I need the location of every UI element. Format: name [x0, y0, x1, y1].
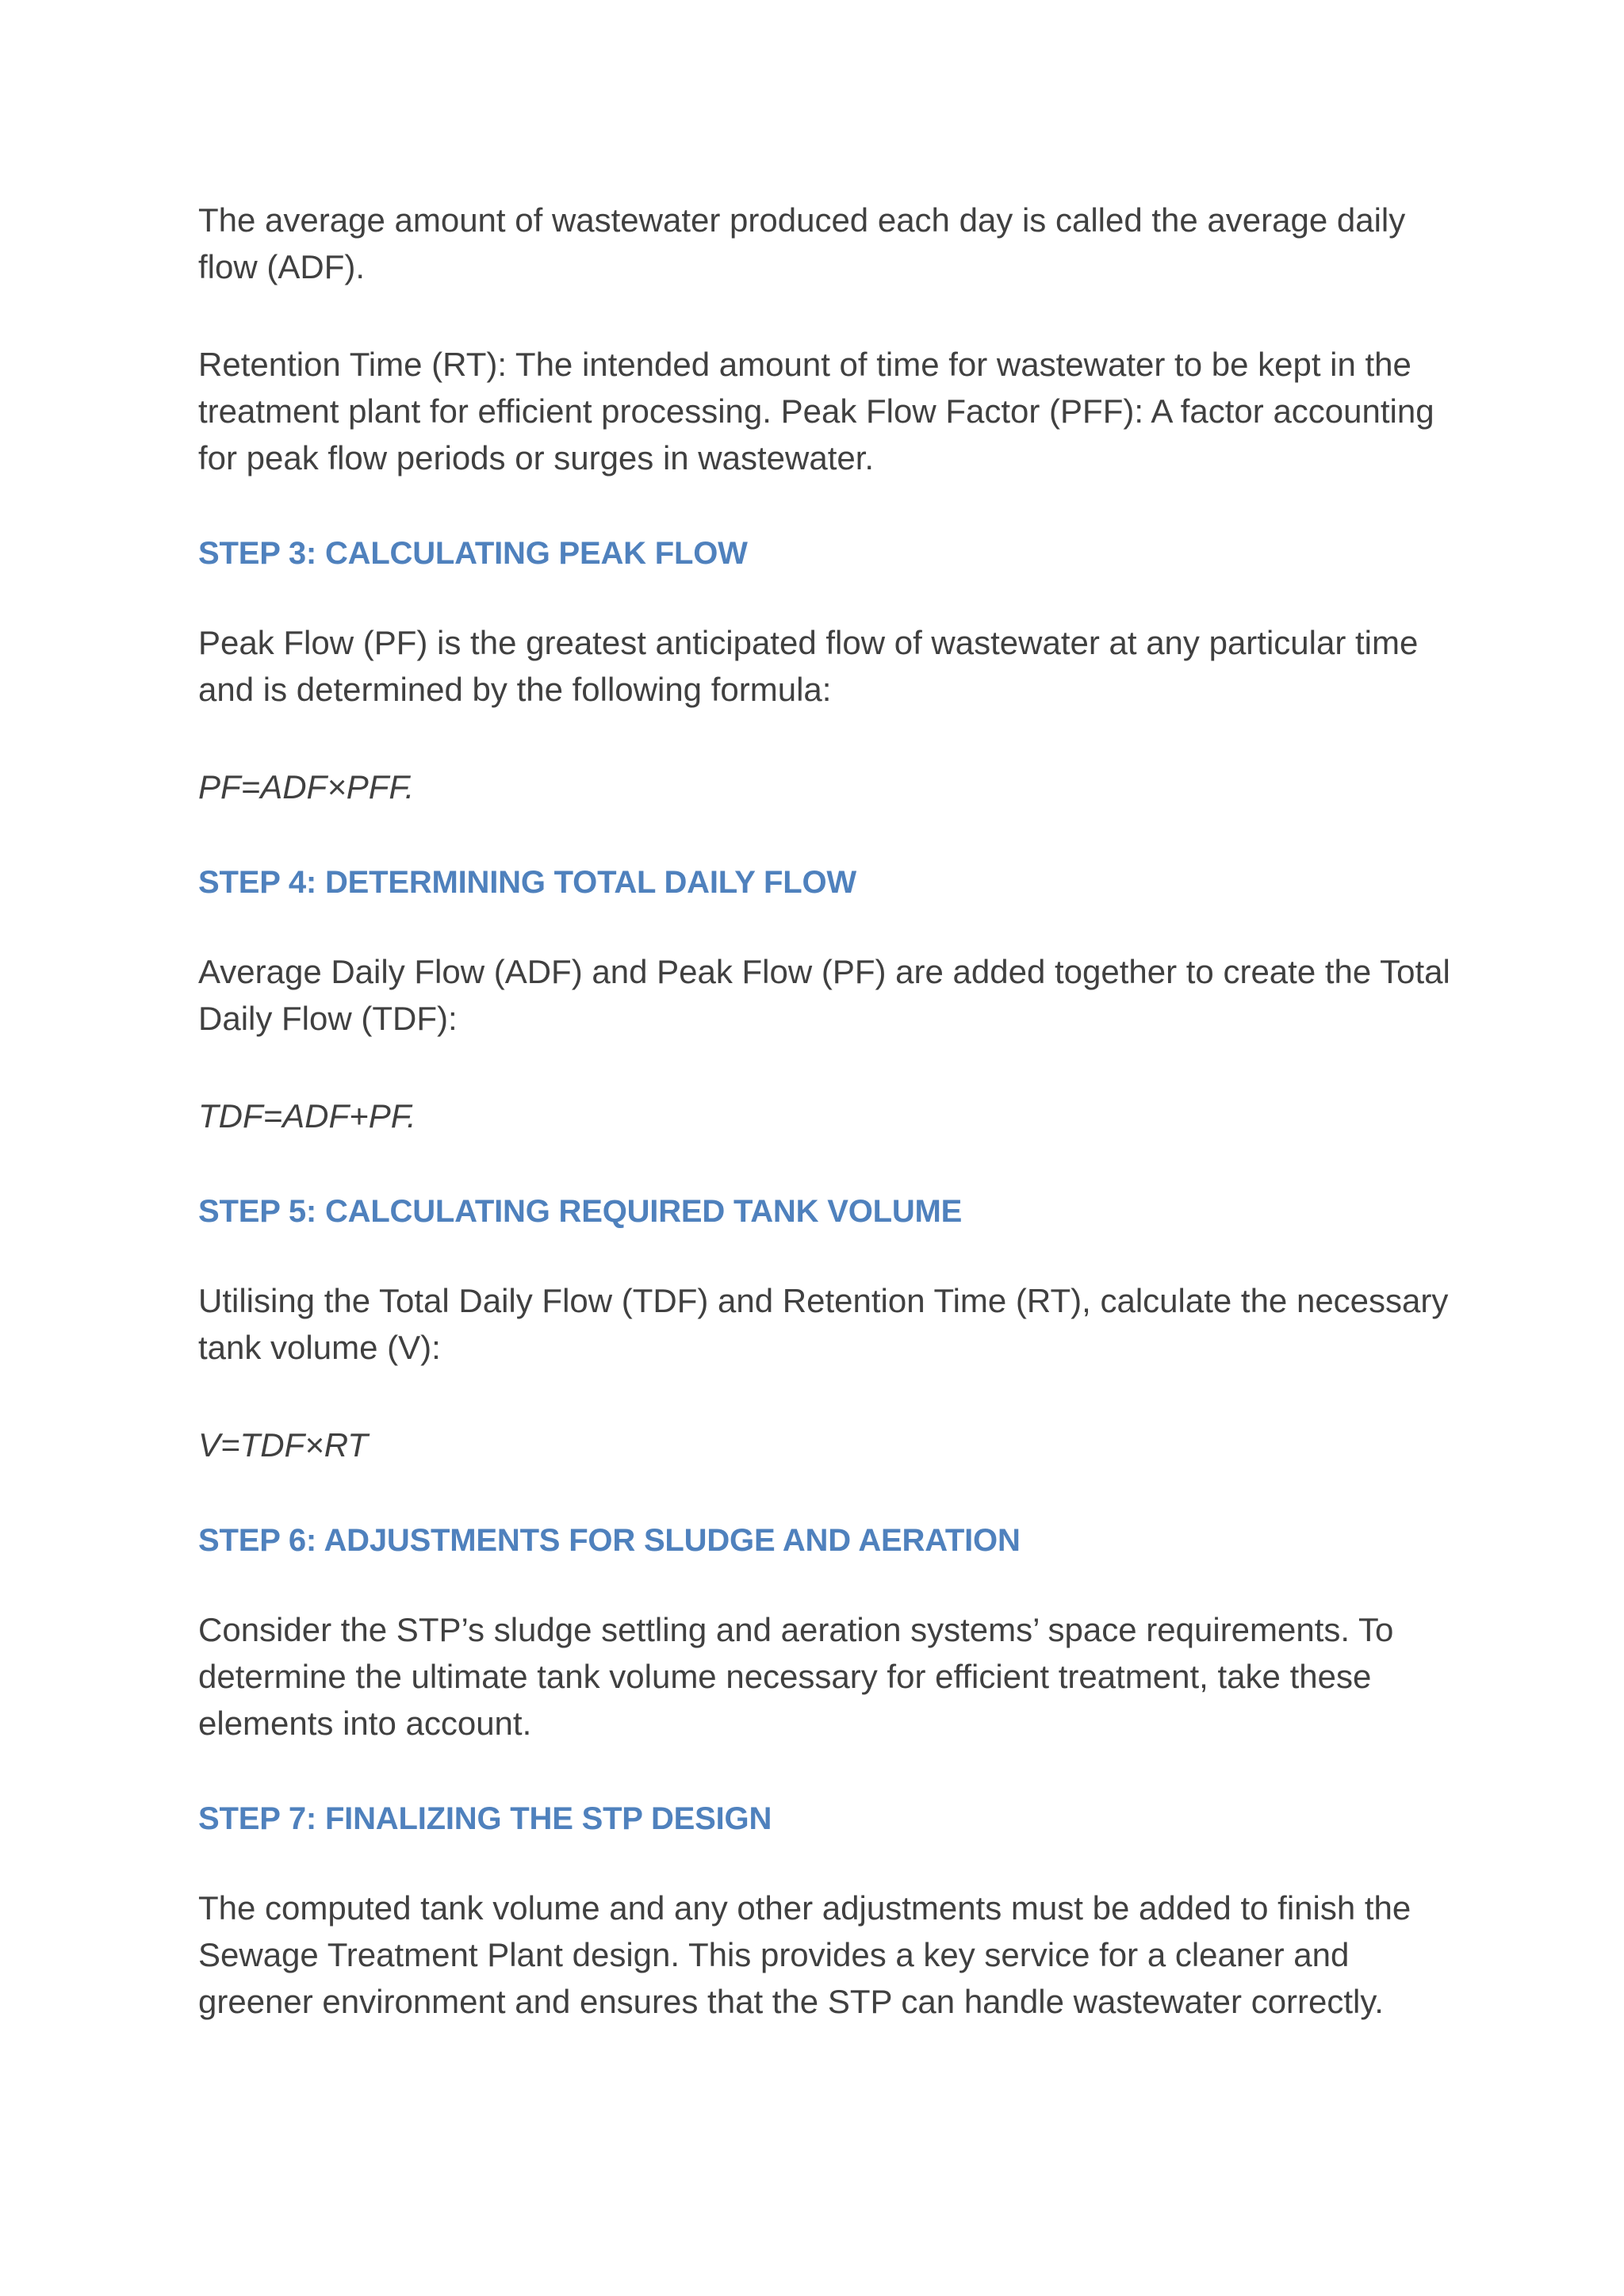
intro-paragraph: The average amount of wastewater produced each day is called the average daily flow (ADF).: [198, 201, 1406, 285]
document-page: [198, 197, 1451, 2076]
step-5-formula: V=TDF×RT: [198, 1426, 368, 1464]
step-3-heading: STEP 3: CALCULATING PEAK FLOW: [198, 536, 748, 571]
definitions-paragraph: Retention Time (RT): The intended amount of time for wastewater to be kept in the treatment plant for efficient processing. Peak Flow Factor (PFF): A factor accounting for peak flow periods or surges in wastewater.: [198, 346, 1434, 476]
step-7-heading: STEP 7: FINALIZING THE STP DESIGN: [198, 1801, 772, 1836]
step-3-formula: PF=ADF×PFF.: [198, 768, 415, 806]
step-5-heading: STEP 5: CALCULATING REQUIRED TANK VOLUME: [198, 1194, 963, 1229]
step-4-heading: STEP 4: DETERMINING TOTAL DAILY FLOW: [198, 865, 856, 900]
step-6-heading: STEP 6: ADJUSTMENTS FOR SLUDGE AND AERATION: [198, 1523, 1021, 1558]
step-4-formula: TDF=ADF+PF.: [198, 1097, 416, 1135]
step-3-body: Peak Flow (PF) is the greatest anticipated flow of wastewater at any particular time and is determined by the following formula:: [198, 624, 1419, 708]
step-4-body: Average Daily Flow (ADF) and Peak Flow (PF) are added together to create the Total Daily Flow (TDF):: [198, 953, 1450, 1037]
step-5-body: Utilising the Total Daily Flow (TDF) and Retention Time (RT), calculate the necessary tank volume (V):: [198, 1282, 1449, 1366]
step-6-body: Consider the STP’s sludge settling and aeration systems’ space requirements. To determine the ultimate tank volume necessary for efficient treatment, take these elements into account.: [198, 1611, 1394, 1742]
step-7-body: The computed tank volume and any other adjustments must be added to finish the Sewage Treatment Plant design. This provides a key service for a cleaner and greener environment and ensures that the STP can handle wastewater correctly.: [198, 1889, 1411, 2020]
